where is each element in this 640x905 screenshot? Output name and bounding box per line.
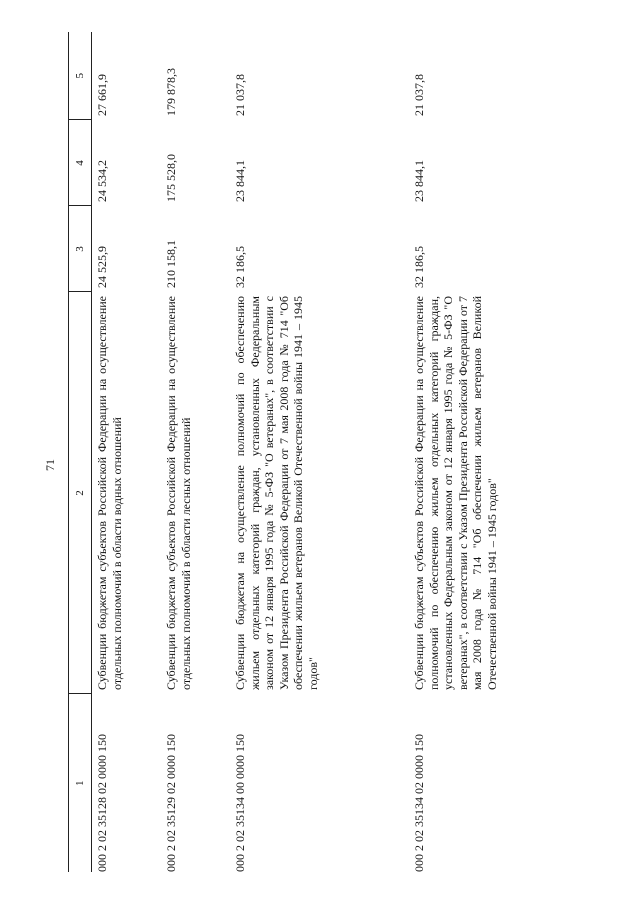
- value-col-5: 27 661,9: [95, 74, 109, 116]
- value-col-3: 210 158,1: [164, 240, 178, 288]
- value-col-5: 21 037,8: [233, 74, 247, 116]
- table-body: [92, 32, 609, 872]
- table-header: [69, 32, 92, 872]
- header-col-5: 5: [69, 32, 92, 120]
- budget-table-container: [68, 32, 628, 872]
- value-col-3: 32 186,5: [412, 246, 426, 288]
- table-row: [409, 32, 608, 872]
- rotated-table: [68, 32, 628, 872]
- table-row: [92, 32, 162, 872]
- description: Субвенции бюджетам субъектов Российской Федерации на осуществление полномочий по обеспечению жильем отдельных категорий граждан, установленных Федеральным законом от 12 января 1995 года № 5-ФЗ "О ветеранах", в соответствии с Указом Президента Российской Федерации от 7 мая 2008 года № 714 "Об обеспечении жильем ветеранов Великой Отечественной войны 1941 – 1945 годов": [412, 296, 499, 690]
- header-col-1: 1: [69, 694, 92, 872]
- value-col-4: 23 844,1: [412, 160, 426, 202]
- budget-code: 000 2 02 35129 02 0000 150: [164, 734, 178, 872]
- value-col-3: 32 186,5: [233, 246, 247, 288]
- header-col-4: 4: [69, 120, 92, 206]
- table-row: [230, 32, 409, 872]
- description: Субвенции бюджетам субъектов Российской Федерации на осуществление отдельных полномочий в области водных отношений: [95, 296, 124, 690]
- value-col-4: 175 528,0: [164, 154, 178, 202]
- value-col-5: 179 878,3: [164, 68, 178, 116]
- header-col-3: 3: [69, 206, 92, 292]
- description: Субвенции бюджетам субъектов Российской Федерации на осуществление отдельных полномочий в области лесных отношений: [164, 296, 193, 690]
- budget-table: [68, 32, 608, 872]
- value-col-5: 21 037,8: [412, 74, 426, 116]
- budget-code: 000 2 02 35134 02 0000 150: [412, 734, 426, 872]
- header-row: [69, 32, 92, 872]
- value-col-3: 24 525,9: [95, 246, 109, 288]
- value-col-4: 24 534,2: [95, 160, 109, 202]
- budget-code: 000 2 02 35128 02 0000 150: [95, 734, 109, 872]
- value-col-4: 23 844,1: [233, 160, 247, 202]
- budget-code: 000 2 02 35134 00 0000 150: [233, 734, 247, 872]
- header-col-2: 2: [69, 292, 92, 694]
- page-number: 71: [43, 459, 57, 471]
- table-row: [161, 32, 230, 872]
- description: Субвенции бюджетам на осуществление полномочий по обеспечению жильем отдельных категорий граждан, установленных Федеральным законом от 12 января 1995 года № 5-ФЗ "О ветеранах", в соответствии с Указом Президента Российской Федерации от 7 мая 2008 года № 714 "Об обеспечении жильем ветеранов Великой Отечественной войны 1941 – 1945 годов": [233, 296, 320, 690]
